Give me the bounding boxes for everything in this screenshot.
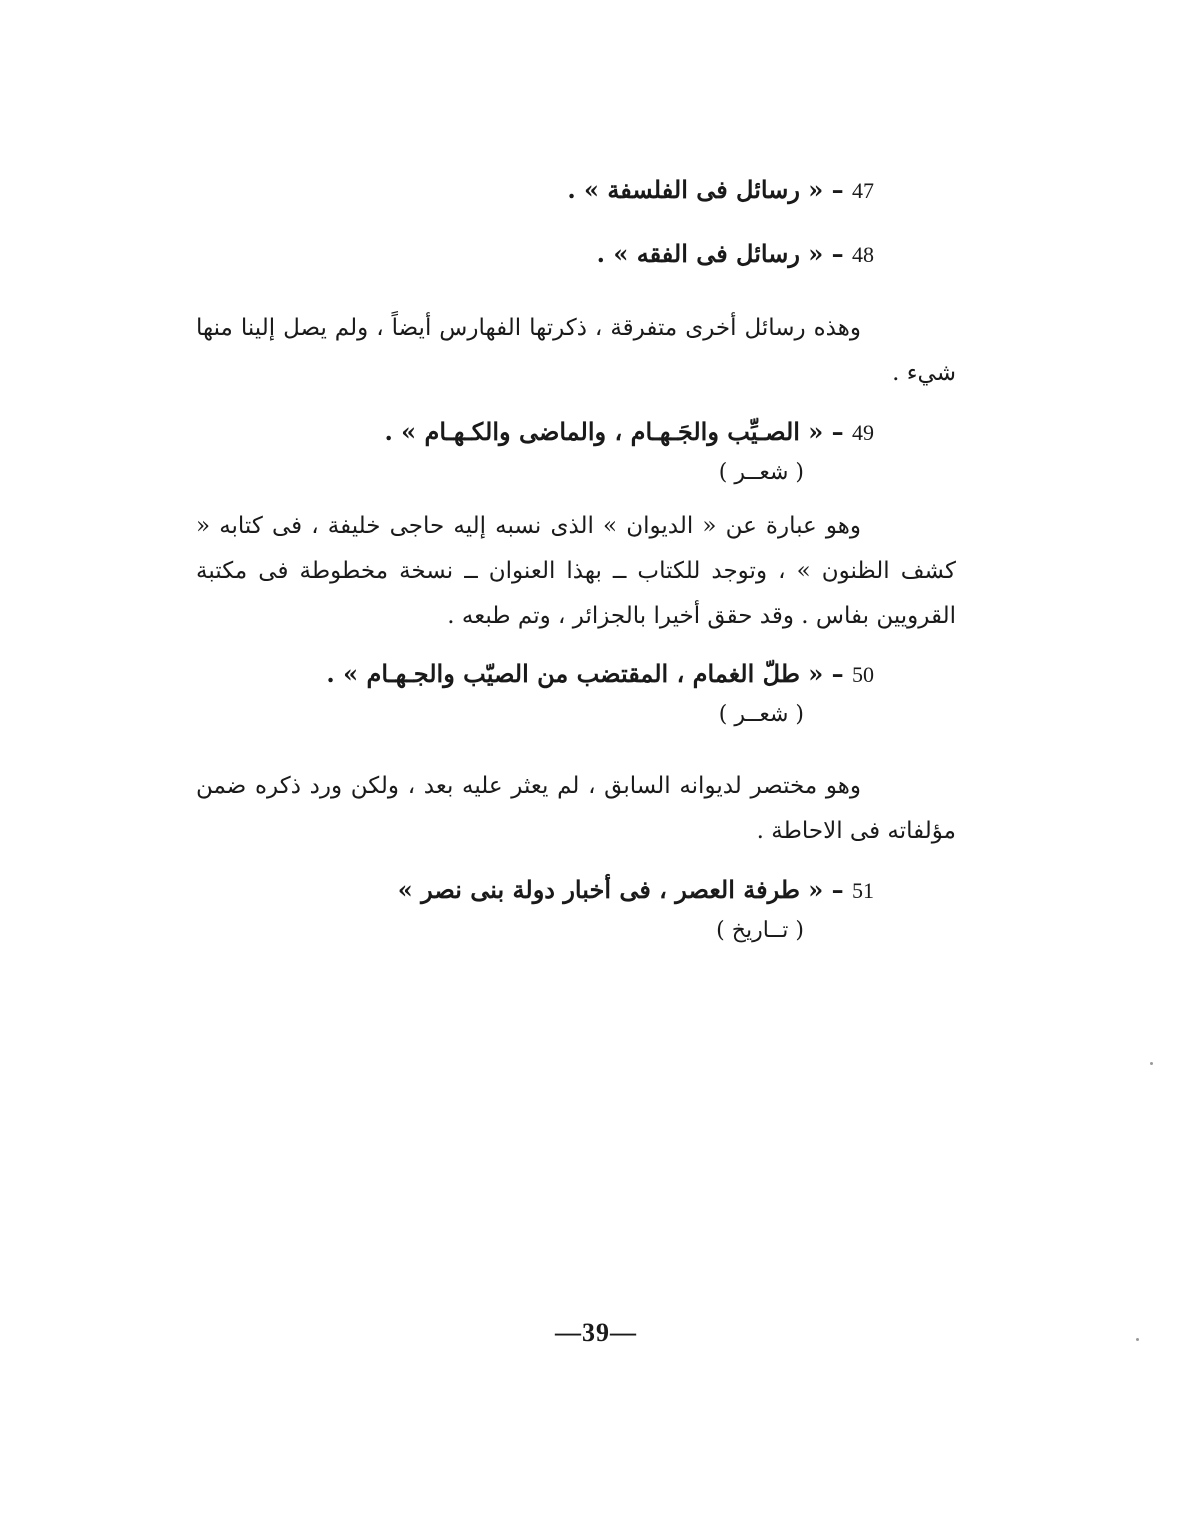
entry-number: 50 — [852, 662, 874, 687]
entry-49-genre: ( شعــر ) — [718, 460, 804, 485]
entry-number: 49 — [852, 420, 874, 445]
entry-50-heading — [326, 660, 874, 689]
entry-dash: – — [823, 875, 852, 904]
entry-50-genre: ( شعــر ) — [718, 702, 804, 727]
paragraph-other-treatises — [196, 306, 956, 396]
entry-number: 47 — [852, 178, 874, 203]
entry-title: « الصـيِّب والجَـهـام ، والماضى والكـهـام » . — [384, 417, 824, 446]
paragraph-text: وهو عبارة عن « الديوان » الذى نسبه إليه حاجى خليفة ، فى كتابه « كشف الظنون » ، وتوجد للكتاب ــ بهذا العنوان ــ نسخة مخطوطة فى مكتبة القرويين بفاس . وقد حقق أخيرا بالجزائر ، وتم طبعه . — [196, 513, 956, 629]
entry-47-heading — [567, 176, 874, 205]
paragraph-text: وهو مختصر لديوانه السابق ، لم يعثر عليه بعد ، ولكن ورد ذكره ضمن مؤلفاته فى الاحاطة . — [196, 773, 956, 844]
entry-title: « طلّ الغمام ، المقتضب من الصيّب والجـهـام » . — [326, 659, 824, 688]
entry-dash: – — [823, 659, 852, 688]
entry-number: 48 — [852, 242, 874, 267]
entry-number: 51 — [852, 878, 874, 903]
page-number: —39— — [555, 1318, 637, 1347]
scan-speck — [1136, 1338, 1139, 1341]
entry-dash: – — [823, 239, 852, 268]
entry-dash: – — [823, 417, 852, 446]
entry-51-genre: ( تــاريخ ) — [716, 918, 804, 943]
entry-51-heading — [398, 876, 874, 905]
entry-title: « طرفة العصر ، فى أخبار دولة بنى نصر » — [397, 875, 824, 904]
entry-title: « رسائل فى الفقه » . — [596, 239, 824, 268]
entry-49-heading — [384, 418, 874, 447]
entry-title: « رسائل فى الفلسفة » . — [567, 175, 824, 204]
paragraph-text: وهذه رسائل أخرى متفرقة ، ذكرتها الفهارس أيضاً ، ولم يصل إلينا منها شيء . — [196, 315, 956, 386]
entry-dash: – — [823, 175, 852, 204]
entry-48-heading — [597, 240, 874, 269]
paragraph-diwan-description — [196, 504, 956, 639]
scan-speck — [1150, 1062, 1153, 1065]
paragraph-abridgement — [196, 764, 956, 854]
